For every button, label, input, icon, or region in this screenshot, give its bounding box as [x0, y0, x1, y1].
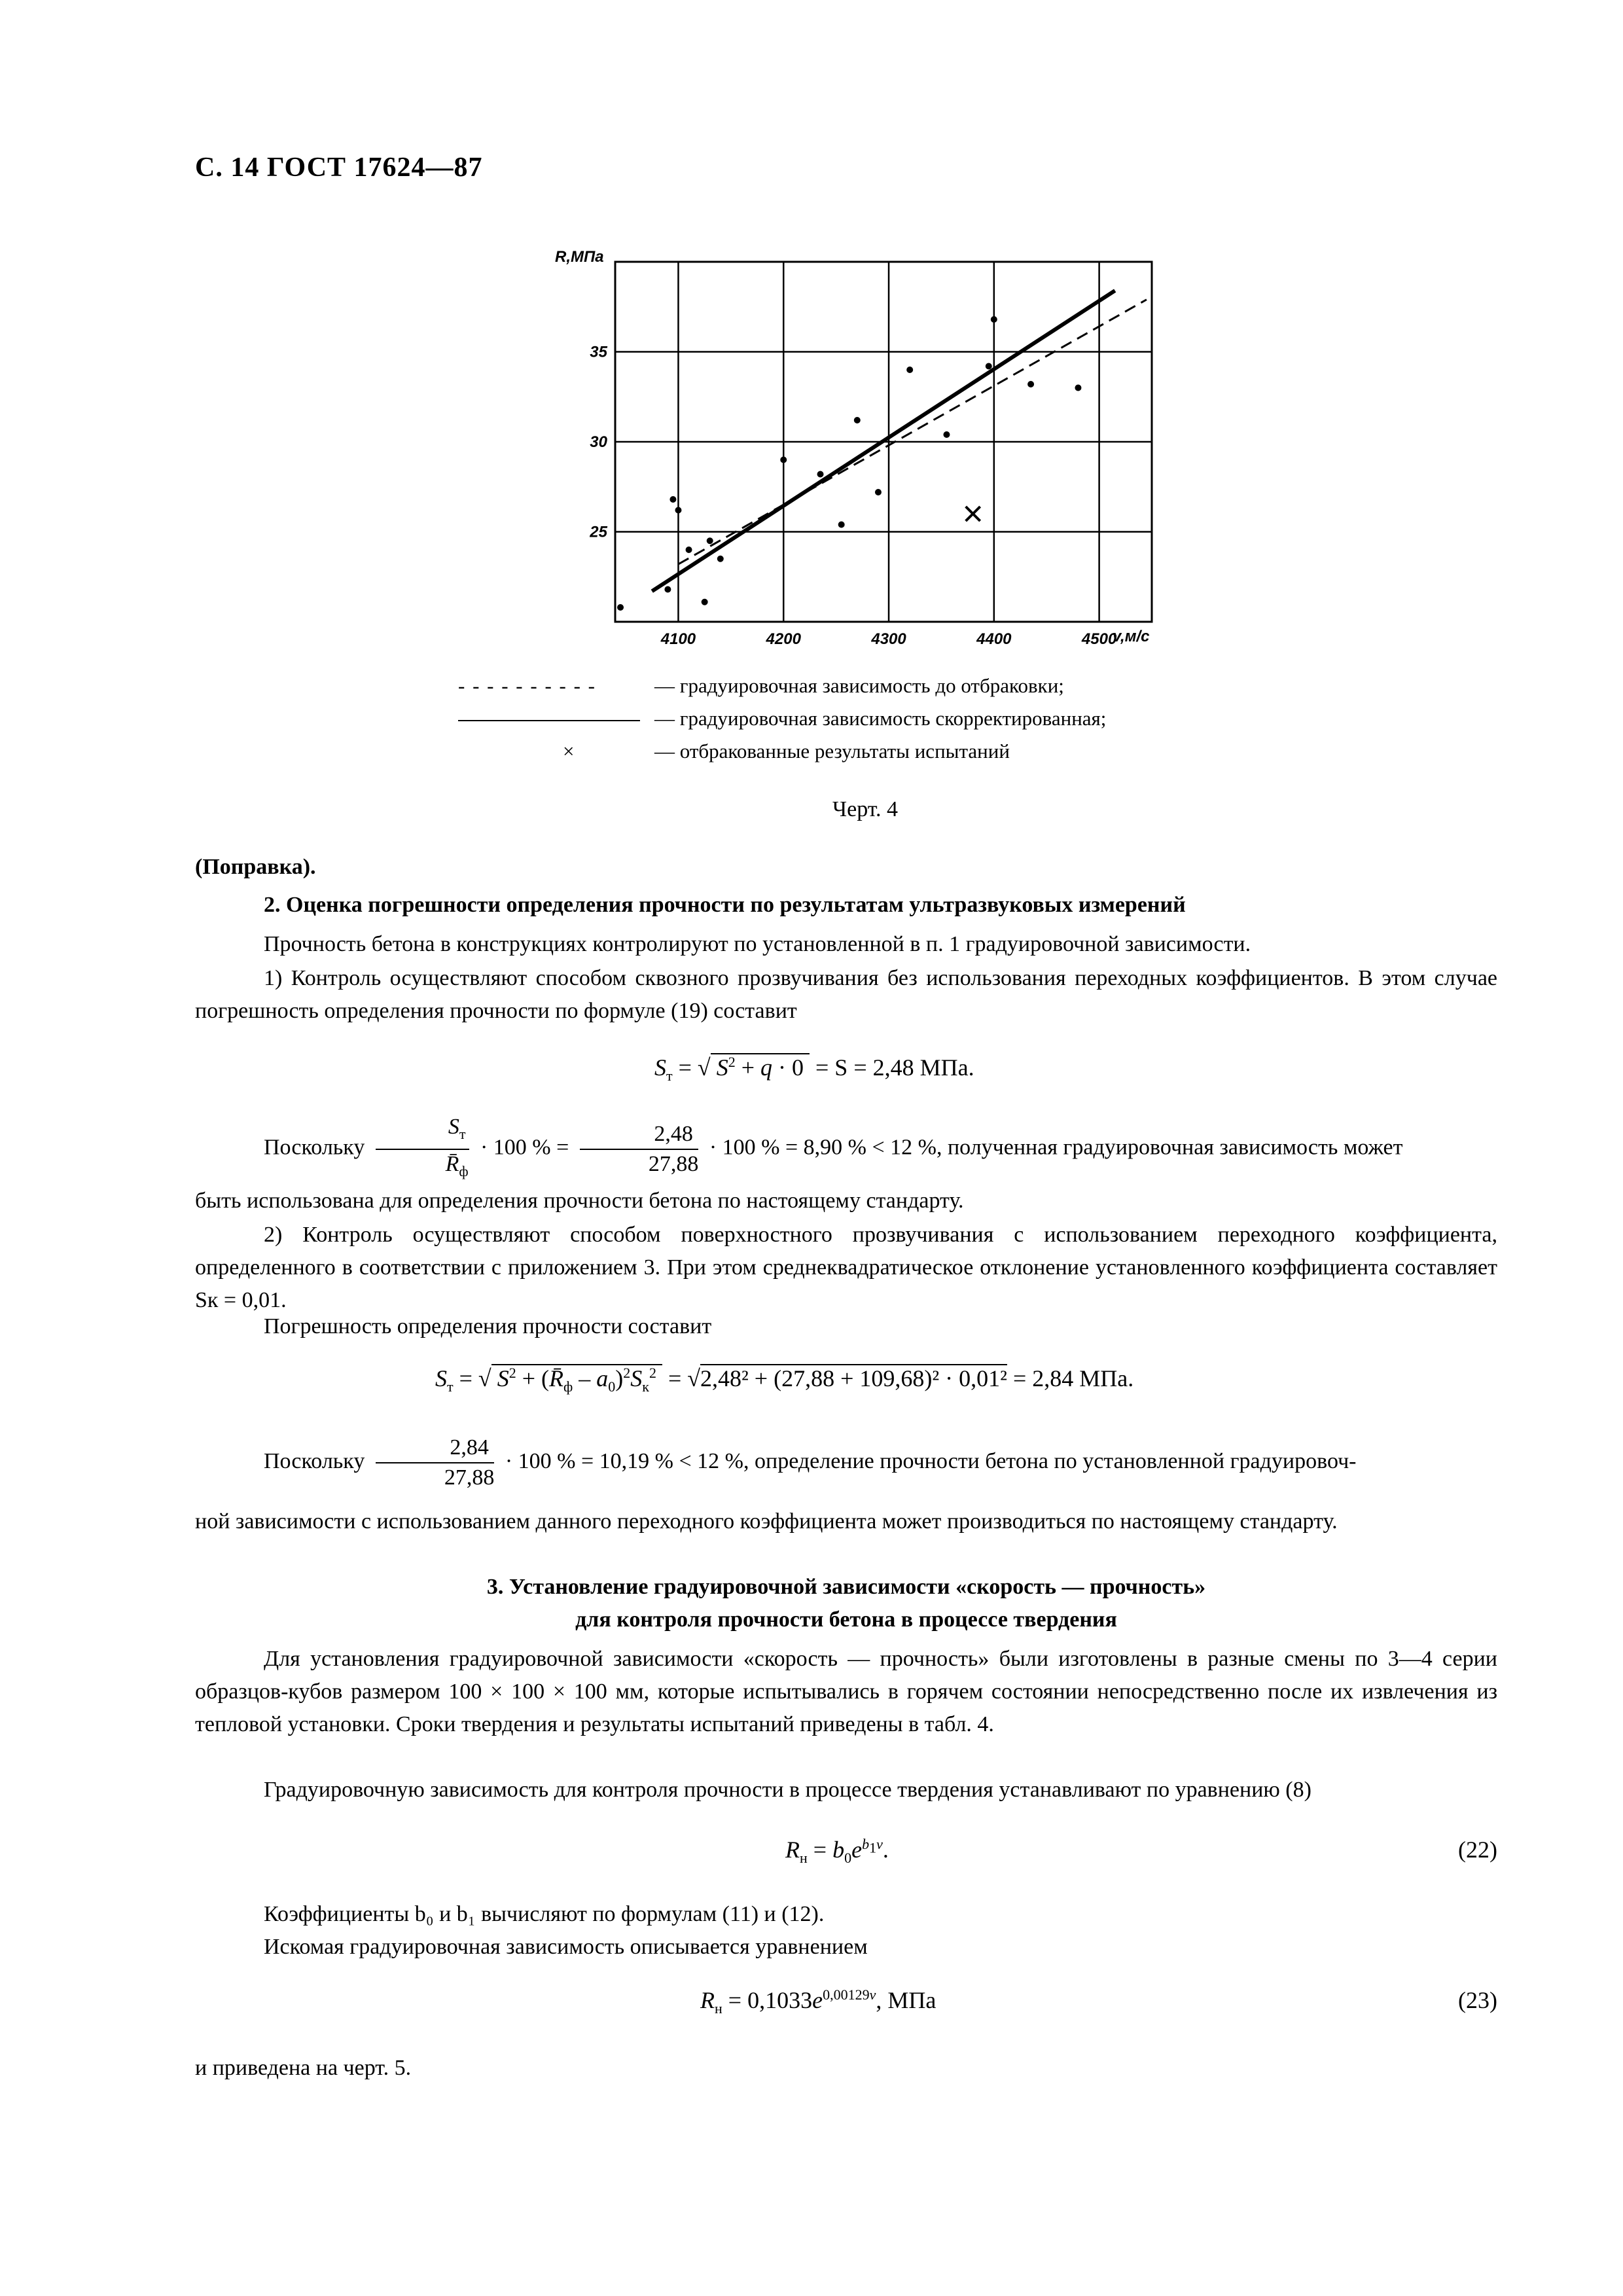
equation-23-number: (23) [1458, 1987, 1497, 2013]
data-point [906, 367, 913, 373]
formula-1: $S_т$ = √ $S^2 + q \cdot 0 = S = 2,48$ МПа. [654, 1054, 974, 1085]
paragraph-3: Поскольку $\frac{S_т}{R̄_ф}$ · 100 % = $\frac{2,48}{27,88}$ · 100 % = 8,90 % < 12 %, полученная градуировочная зависимость может [195, 1113, 1497, 1186]
legend-solid-mark [458, 707, 654, 730]
amendment: (Поправка). [195, 855, 316, 879]
data-point [686, 547, 692, 553]
data-point [986, 363, 992, 370]
legend-dashed [458, 674, 1064, 698]
legend-solid [458, 707, 1106, 730]
data-point [669, 496, 676, 503]
formula-2: $S_т$ = √ $S^2$ + $(R̄_ф - a_0)^2S_к^2 = √2,48^2 + (27,88 + 109,68)^2 \cdot 0,01^2 = 2,84$ МПа. [435, 1365, 1134, 1395]
data-point [707, 537, 713, 544]
legend-dashed-mark: - - - - - - - - - - [458, 674, 596, 697]
paragraph-11: и приведена на черт. 5. [195, 2056, 412, 2080]
x-tick-label: 4300 [871, 630, 906, 648]
data-point [875, 489, 882, 495]
y-tick-label: 25 [590, 523, 607, 541]
x-tick-label: 4500 [1081, 630, 1117, 648]
paragraph-7: Для установления градуировочной зависимости «скорость — прочность» были изготовлены в разные смены по 3—4 серии образцов-кубов размером 100 × 100 × 100 мм, которые испытывались в горячем состоянии непосредственно после их извлечения из тепловой установки. Сроки твердения и результаты испытаний приведены в табл. 4. [195, 1647, 1497, 1736]
page-header: С. 14 ГОСТ 17624—87 [195, 152, 483, 183]
data-point [717, 556, 724, 562]
data-point [817, 471, 824, 478]
x-axis-label: v,м/с [1113, 628, 1150, 645]
legend-solid-label: — градуировочная зависимость скорректированная; [654, 707, 1107, 730]
data-point [991, 316, 997, 323]
legend-dashed-label: — градуировочная зависимость до отбраковки; [654, 674, 1064, 697]
section2-title: 2. Оценка погрешности определения прочности по результатам ультразвуковых измерений [264, 893, 1186, 917]
data-point [702, 599, 708, 605]
legend-cross [458, 740, 1010, 763]
y-tick-label: 35 [590, 343, 607, 361]
paragraph-10: Искомая градуировочная зависимость описывается уравнением [264, 1935, 868, 1959]
paragraph-9: Коэффициенты b₀ и b₁ вычисляют по формулам (11) и (12). [264, 1902, 825, 1926]
data-point [617, 604, 624, 611]
x-tick-label: 4100 [660, 630, 696, 648]
y-tick-label: 30 [590, 433, 607, 451]
data-point [664, 586, 671, 593]
data-point [780, 457, 787, 463]
paragraph-2: 1) Контроль осуществляют способом сквозного прозвучивания без использования переходных коэффициентов. В этом случае погрешность определения прочности по формуле (19) составит [195, 966, 1497, 1023]
x-tick-label: 4400 [976, 630, 1012, 648]
paragraph-3-cont: быть использована для определения прочности бетона по настоящему стандарту. [195, 1189, 964, 1213]
rejected-point [966, 507, 980, 521]
legend-cross-mark: × [563, 740, 575, 762]
paragraph-6: Поскольку $\frac{2,84}{27,88}$ · 100 % = 10,19 % < 12 %, определение прочности бетона по установленной градуировоч- [195, 1433, 1497, 1492]
x-tick-label: 4200 [766, 630, 801, 648]
solid-regression-line [652, 291, 1115, 591]
legend-cross-label: — отбракованные результаты испытаний [654, 740, 1010, 762]
figure-caption: Черт. 4 [832, 797, 899, 821]
paragraph-4: 2) Контроль осуществляют способом поверхностного прозвучивания с использованием переходного коэффициента, определенного в соответствии с приложением 3. При этом среднеквадратическое отклонение установленного коэффициента составляет Sк = 0,01. [195, 1223, 1497, 1312]
equation-23: $R_н = 0,1033e^{0,00129v}$, МПа [700, 1986, 936, 2017]
data-point [943, 431, 950, 438]
dashed-regression-line [678, 300, 1146, 564]
data-point [1075, 385, 1081, 391]
data-point [838, 522, 845, 528]
equation-22: $R_н = b_0e^{b_1v}$. [785, 1836, 889, 1867]
data-point [854, 417, 861, 423]
equation-22-number: (22) [1458, 1837, 1497, 1863]
paragraph-6-cont: ной зависимости с использованием данного переходного коэффициента может производиться по настоящему стандарту. [195, 1509, 1338, 1534]
section3-title: 3. Установление градуировочной зависимости «скорость — прочность» для контроля прочности бетона в процессе твердения [486, 1575, 1206, 1632]
y-axis-label: R,МПа [555, 248, 604, 266]
data-point [675, 507, 681, 514]
data-point [1027, 381, 1034, 387]
paragraph-5: Погрешность определения прочности составит [264, 1314, 712, 1338]
paragraph-1: Прочность бетона в конструкциях контролируют по установленной в п. 1 градуировочной зависимости. [264, 932, 1251, 956]
calibration-chart [537, 242, 1191, 661]
paragraph-8: Градуировочную зависимость для контроля прочности в процессе твердения устанавливают по уравнению (8) [264, 1778, 1311, 1802]
